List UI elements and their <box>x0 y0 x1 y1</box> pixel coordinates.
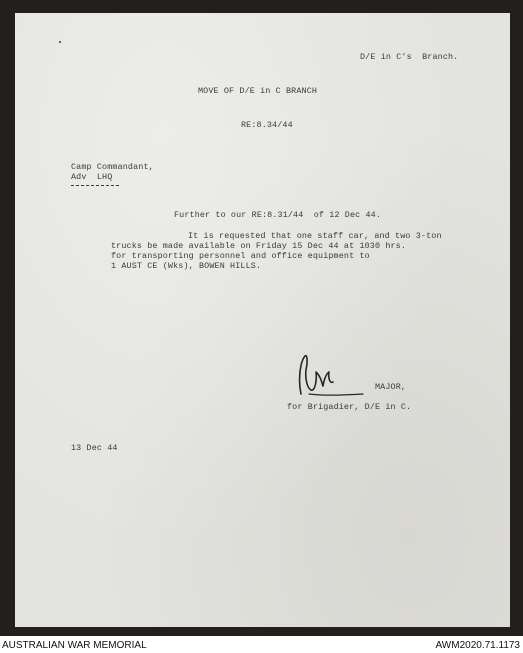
body-line-5: 1 AUST CE (Wks), BOWEN HILLS. <box>111 261 262 271</box>
reference-number: RE:8.34/44 <box>241 120 293 130</box>
document-page <box>15 13 510 627</box>
addressee-underline <box>71 185 119 186</box>
branch-header: D/E in C's Branch. <box>360 52 459 62</box>
document-title: MOVE OF D/E in C BRANCH <box>198 86 318 96</box>
addressee-line-1: Camp Commandant, <box>71 162 154 172</box>
body-line-2: It is requested that one staff car, and two 3-ton <box>188 231 442 241</box>
signature-for-line: for Brigadier, D/E in C. <box>287 402 412 412</box>
handwritten-signature <box>295 350 365 400</box>
body-line-3: trucks be made available on Friday 15 Dec 44 at 1030 hrs. <box>111 241 407 251</box>
footer-catalog-number: AWM2020.71.1173 <box>435 640 520 651</box>
signature-rank: MAJOR, <box>375 382 407 392</box>
body-line-1: Further to our RE:8.31/44 of 12 Dec 44. <box>174 210 382 220</box>
addressee-line-2: Adv LHQ <box>71 172 113 182</box>
footer-institution: AUSTRALIAN WAR MEMORIAL <box>2 640 147 651</box>
document-date: 13 Dec 44 <box>71 443 118 453</box>
punch-mark <box>59 41 61 43</box>
body-line-4: for transporting personnel and office equipment to <box>111 251 370 261</box>
